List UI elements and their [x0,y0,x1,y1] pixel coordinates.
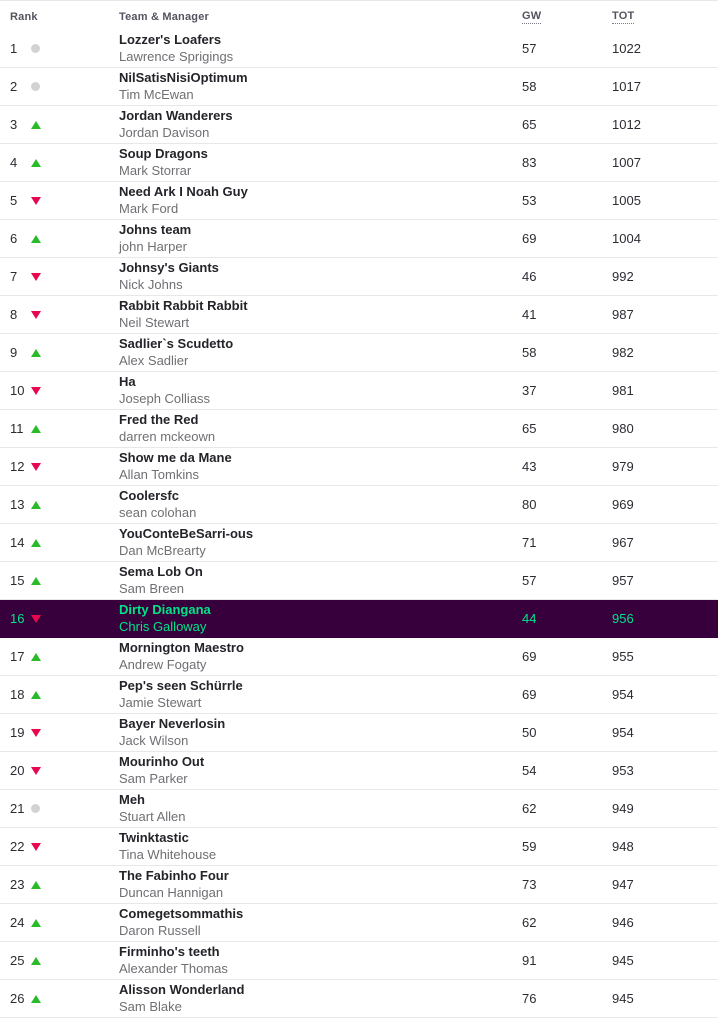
team-cell [119,564,522,597]
team-cell [119,678,522,711]
movement-down-icon [31,387,41,395]
gw-points: 73 [522,877,537,892]
table-row[interactable] [0,980,718,1018]
gw-points: 57 [522,41,537,56]
manager-name: Sam Breen [119,580,185,596]
rank-cell [0,725,119,740]
team-cell [119,792,522,825]
total-points: 949 [612,801,634,816]
rank-cell [0,459,119,474]
movement-up-icon [31,501,41,509]
rank-cell [0,117,119,132]
manager-name: Stuart Allen [119,808,186,824]
tot-sort-link[interactable]: TOT [612,10,635,22]
team-name[interactable]: Johns team [119,222,192,238]
team-name[interactable]: Fred the Red [119,412,199,428]
team-cell [119,906,522,939]
gw-points: 69 [522,687,537,702]
table-row[interactable] [0,866,718,904]
rank-number: 2 [10,79,18,94]
team-cell [119,222,522,255]
gw-points: 44 [522,611,537,626]
team-name[interactable]: Rabbit Rabbit Rabbit [119,298,248,314]
rank-cell [0,269,119,284]
movement-down-icon [31,615,41,623]
total-points: 954 [612,687,634,702]
rank-number: 3 [10,117,18,132]
rank-number: 17 [10,649,25,664]
movement-down-icon [31,273,41,281]
table-body [0,30,718,1018]
total-points: 980 [612,421,634,436]
table-row[interactable] [0,486,718,524]
table-row[interactable] [0,904,718,942]
movement-same-icon [31,804,40,813]
manager-name: Sam Parker [119,770,188,786]
gw-points: 65 [522,421,537,436]
total-points: 957 [612,573,634,588]
table-row[interactable] [0,562,718,600]
rank-cell [0,535,119,550]
team-name[interactable]: Twinktastic [119,830,189,846]
total-points: 1005 [612,193,641,208]
manager-name: john Harper [119,238,187,254]
team-cell [119,830,522,863]
movement-down-icon [31,767,41,775]
team-name[interactable]: Comegetsommathis [119,906,244,922]
team-name[interactable]: Johnsy's Giants [119,260,219,276]
total-points: 945 [612,953,634,968]
rank-cell [0,763,119,778]
team-cell [119,868,522,901]
manager-name: Lawrence Sprigings [119,48,234,64]
team-name[interactable]: NilSatisNisiOptimum [119,70,248,86]
gw-points: 54 [522,763,537,778]
table-row[interactable] [0,676,718,714]
total-points: 956 [612,611,634,626]
movement-down-icon [31,311,41,319]
team-name[interactable]: YouConteBeSarri-ous [119,526,254,542]
gw-points: 62 [522,915,537,930]
total-points: 1012 [612,117,641,132]
team-name[interactable]: Lozzer's Loafers [119,32,222,48]
table-row[interactable] [0,828,718,866]
total-points: 981 [612,383,634,398]
team-name[interactable]: Soup Dragons [119,146,208,162]
team-name[interactable]: Show me da Mane [119,450,232,466]
movement-down-icon [31,197,41,205]
movement-up-icon [31,691,41,699]
rank-cell [0,497,119,512]
total-points: 992 [612,269,634,284]
team-cell [119,336,522,369]
rank-cell [0,953,119,968]
table-row[interactable] [0,106,718,144]
manager-name: Mark Storrar [119,162,192,178]
table-row[interactable] [0,30,718,68]
manager-name: Jordan Davison [119,124,210,140]
rank-number: 22 [10,839,25,854]
table-row[interactable] [0,752,718,790]
team-cell [119,412,522,445]
gw-points: 69 [522,649,537,664]
movement-up-icon [31,425,41,433]
table-row[interactable] [0,714,718,752]
rank-cell [0,573,119,588]
movement-down-icon [31,729,41,737]
movement-down-icon [31,463,41,471]
table-row[interactable] [0,942,718,980]
gw-points: 69 [522,231,537,246]
movement-up-icon [31,235,41,243]
gw-sort-link[interactable]: GW [522,10,542,22]
manager-name: Dan McBrearty [119,542,206,558]
team-cell [119,374,522,407]
total-points: 979 [612,459,634,474]
total-points: 967 [612,535,634,550]
rank-cell [0,155,119,170]
gw-points: 80 [522,497,537,512]
rank-cell [0,79,119,94]
rank-number: 21 [10,801,25,816]
gw-points: 43 [522,459,537,474]
team-cell [119,488,522,521]
team-cell [119,944,522,977]
rank-number: 16 [10,611,25,626]
movement-down-icon [31,843,41,851]
team-name[interactable]: Alisson Wonderland [119,982,245,998]
movement-up-icon [31,159,41,167]
rank-cell [0,687,119,702]
rank-cell [0,839,119,854]
team-name[interactable]: Sadlier`s Scudetto [119,336,234,352]
rank-number: 15 [10,573,25,588]
total-points: 947 [612,877,634,892]
team-manager-header: Team & Manager [119,11,210,23]
rank-number: 13 [10,497,25,512]
total-points: 948 [612,839,634,854]
rank-cell [0,877,119,892]
tot-header-cell [612,10,718,24]
table-row[interactable] [0,144,718,182]
team-cell [119,640,522,673]
movement-up-icon [31,349,41,357]
rank-number: 6 [10,231,18,246]
team-cell [119,32,522,65]
rank-cell [0,421,119,436]
manager-name: Sam Blake [119,998,182,1014]
gw-points: 37 [522,383,537,398]
manager-name: Tim McEwan [119,86,194,102]
total-points: 969 [612,497,634,512]
team-name[interactable]: Dirty Diangana [119,602,211,618]
manager-name: Jamie Stewart [119,694,202,710]
gw-points: 83 [522,155,537,170]
manager-name: sean colohan [119,504,197,520]
team-name[interactable]: Ha [119,374,136,390]
manager-name: Joseph Colliass [119,390,211,406]
rank-number: 8 [10,307,18,322]
team-cell [119,184,522,217]
team-name[interactable]: Coolersfc [119,488,179,504]
gw-points: 59 [522,839,537,854]
gw-points: 50 [522,725,537,740]
manager-name: Tina Whitehouse [119,846,217,862]
table-row[interactable] [0,790,718,828]
rank-number: 4 [10,155,18,170]
table-row[interactable] [0,524,718,562]
team-cell [119,450,522,483]
team-cell [119,754,522,787]
team-name[interactable]: Firminho's teeth [119,944,220,960]
table-row[interactable] [0,220,718,258]
rank-number: 20 [10,763,25,778]
total-points: 955 [612,649,634,664]
rank-cell [0,307,119,322]
rank-number: 12 [10,459,25,474]
rank-number: 26 [10,991,25,1006]
table-row[interactable] [0,448,718,486]
rank-cell [0,801,119,816]
team-name[interactable]: Mourinho Out [119,754,205,770]
manager-name: Andrew Fogaty [119,656,207,672]
total-points: 954 [612,725,634,740]
rank-number: 14 [10,535,25,550]
gw-points: 71 [522,535,537,550]
manager-name: Alexander Thomas [119,960,228,976]
movement-same-icon [31,44,40,53]
table-row[interactable] [0,258,718,296]
gw-points: 62 [522,801,537,816]
movement-up-icon [31,957,41,965]
gw-points: 58 [522,79,537,94]
team-name[interactable]: Jordan Wanderers [119,108,233,124]
gw-points: 65 [522,117,537,132]
table-row[interactable] [0,372,718,410]
total-points: 946 [612,915,634,930]
total-points: 945 [612,991,634,1006]
table-row[interactable] [0,182,718,220]
total-points: 1022 [612,41,641,56]
rank-number: 9 [10,345,18,360]
rank-number: 18 [10,687,25,702]
gw-points: 57 [522,573,537,588]
rank-cell [0,915,119,930]
team-name[interactable]: Pep's seen Schürrle [119,678,243,694]
total-points: 1007 [612,155,641,170]
rank-cell [0,231,119,246]
rank-number: 23 [10,877,25,892]
rank-header: Rank [10,11,38,23]
team-name[interactable]: Sema Lob On [119,564,203,580]
movement-up-icon [31,539,41,547]
gw-points: 41 [522,307,537,322]
team-name[interactable]: Bayer Neverlosin [119,716,226,732]
team-cell [119,70,522,103]
movement-same-icon [31,82,40,91]
movement-up-icon [31,121,41,129]
movement-up-icon [31,653,41,661]
rank-number: 1 [10,41,18,56]
table-row[interactable] [0,600,718,638]
team-cell [119,108,522,141]
movement-up-icon [31,995,41,1003]
manager-name: Allan Tomkins [119,466,199,482]
team-cell [119,982,522,1015]
manager-name: Daron Russell [119,922,201,938]
gw-header-cell [522,10,612,24]
team-cell [119,146,522,179]
total-points: 987 [612,307,634,322]
rank-cell [0,991,119,1006]
team-name[interactable]: The Fabinho Four [119,868,229,884]
manager-name: Jack Wilson [119,732,189,748]
manager-name: Alex Sadlier [119,352,189,368]
table-row[interactable] [0,296,718,334]
rank-cell [0,193,119,208]
rank-cell [0,649,119,664]
rank-number: 24 [10,915,25,930]
movement-up-icon [31,919,41,927]
table-header-row [0,1,718,30]
manager-name: Mark Ford [119,200,179,216]
movement-up-icon [31,881,41,889]
manager-name: Duncan Hannigan [119,884,224,900]
rank-cell [0,611,119,626]
rank-cell [0,41,119,56]
manager-name: Nick Johns [119,276,183,292]
rank-number: 5 [10,193,18,208]
table-row[interactable] [0,638,718,676]
manager-name: darren mckeown [119,428,216,444]
team-cell [119,526,522,559]
rank-number: 10 [10,383,25,398]
total-points: 982 [612,345,634,360]
rank-number: 25 [10,953,25,968]
team-cell [119,260,522,293]
team-cell [119,602,522,635]
manager-name: Chris Galloway [119,618,207,634]
total-points: 953 [612,763,634,778]
gw-points: 46 [522,269,537,284]
movement-up-icon [31,577,41,585]
rank-number: 19 [10,725,25,740]
rank-cell [0,345,119,360]
table-row[interactable] [0,334,718,372]
team-cell [119,298,522,331]
team-name[interactable]: Mornington Maestro [119,640,244,656]
table-row[interactable] [0,68,718,106]
team-name[interactable]: Need Ark I Noah Guy [119,184,248,200]
rank-cell [0,383,119,398]
team-name[interactable]: Meh [119,792,145,808]
gw-points: 58 [522,345,537,360]
rank-number: 7 [10,269,18,284]
manager-name: Neil Stewart [119,314,190,330]
table-row[interactable] [0,410,718,448]
gw-points: 91 [522,953,537,968]
gw-points: 76 [522,991,537,1006]
gw-points: 53 [522,193,537,208]
team-cell [119,716,522,749]
total-points: 1004 [612,231,641,246]
rank-number: 11 [10,421,24,436]
total-points: 1017 [612,79,641,94]
